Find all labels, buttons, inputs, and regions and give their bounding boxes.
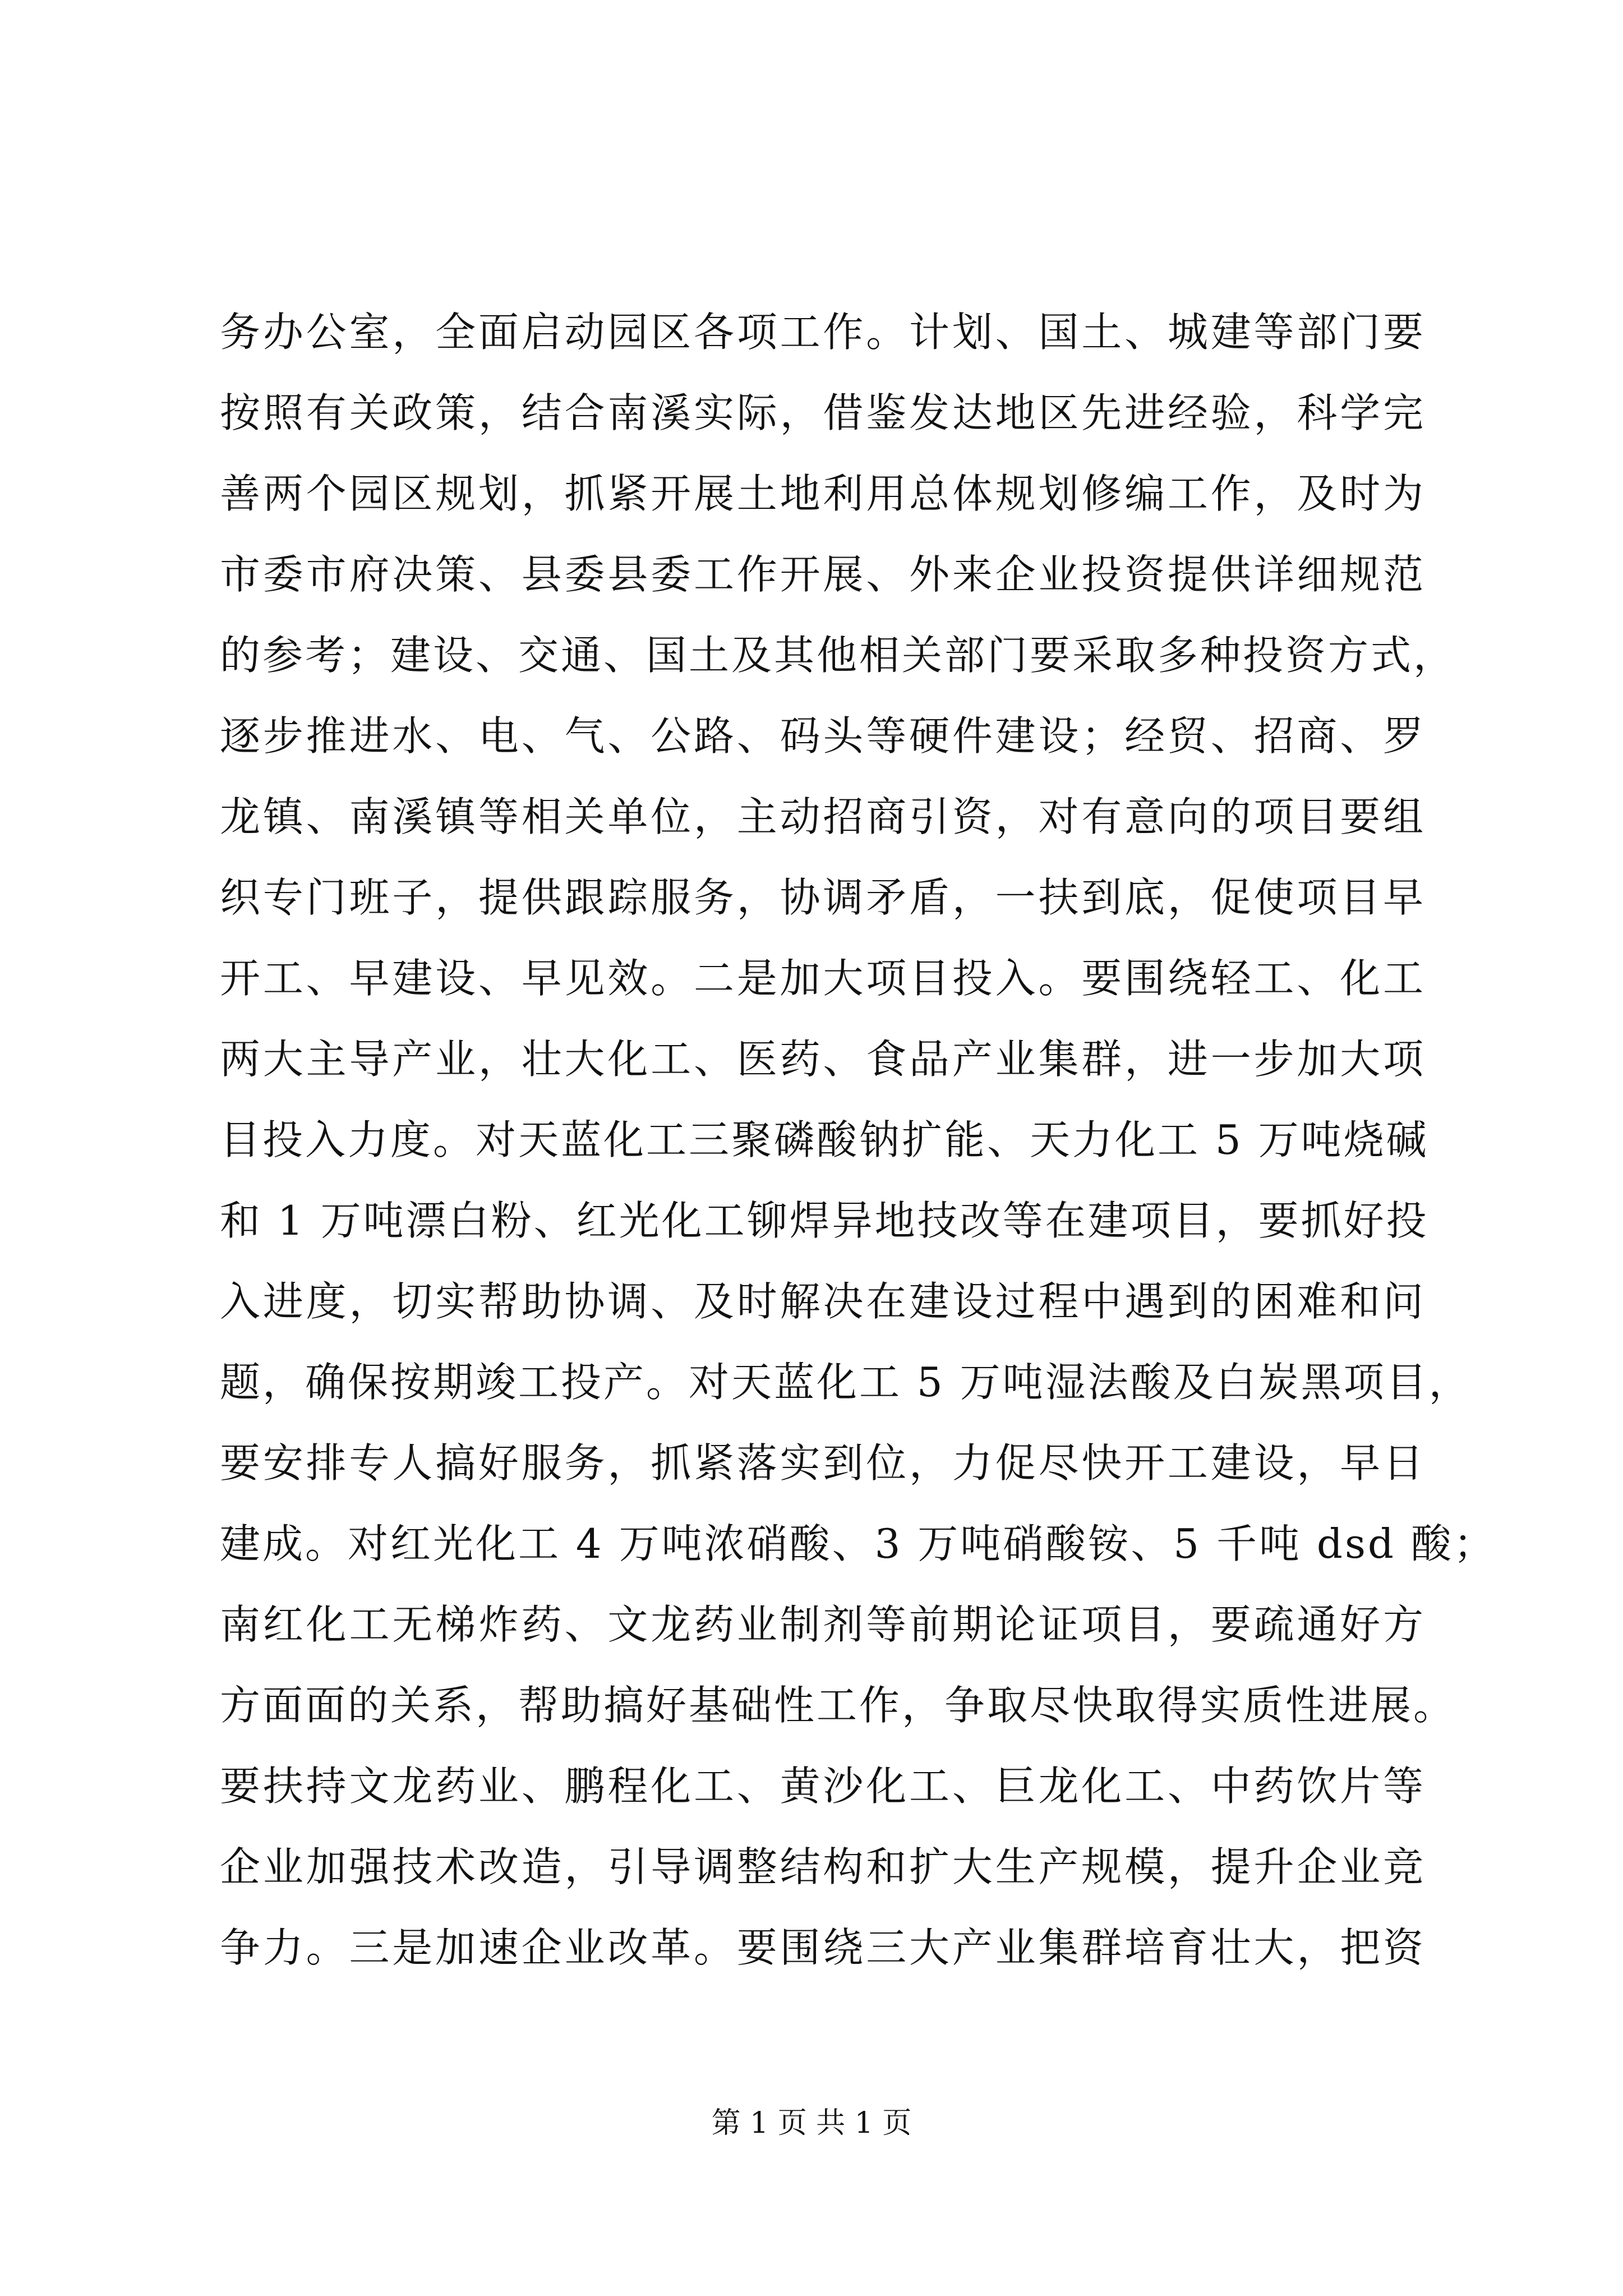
text-line: 逐步推进水、电、气、公路、码头等硬件建设；经贸、招商、罗 <box>220 712 1426 760</box>
text-line: 企业加强技术改造，引导调整结构和扩大生产规模，提升企业竞 <box>220 1843 1426 1890</box>
text-line: 按照有关政策，结合南溪实际，借鉴发达地区先进经验，科学完 <box>220 389 1426 436</box>
text-line: 两大主导产业，壮大化工、医药、食品产业集群，进一步加大项 <box>220 1036 1426 1083</box>
text-line: 善两个园区规划，抓紧开展土地利用总体规划修编工作，及时为 <box>220 470 1426 517</box>
text-line: 目投入力度。对天蓝化工三聚磷酸钠扩能、天力化工 5 万吨烧碱 <box>220 1116 1429 1163</box>
text-line: 务办公室，全面启动园区各项工作。计划、国土、城建等部门要 <box>220 309 1426 356</box>
text-line: 建成。对红光化工 4 万吨浓硝酸、3 万吨硝酸铵、5 千吨 dsd 酸； <box>220 1520 1496 1567</box>
text-line: 织专门班子，提供跟踪服务，协调矛盾，一扶到底，促使项目早 <box>220 874 1426 921</box>
text-line: 市委市府决策、县委县委工作开展、外来企业投资提供详细规范 <box>220 551 1426 598</box>
text-line: 方面面的关系，帮助搞好基础性工作，争取尽快取得实质性进展。 <box>220 1682 1456 1729</box>
page-footer: 第 1 页 共 1 页 <box>711 2106 912 2140</box>
text-line: 入进度，切实帮助协调、及时解决在建设过程中遇到的困难和问 <box>220 1278 1426 1325</box>
text-line: 南红化工无梯炸药、文龙药业制剂等前期论证项目，要疏通好方 <box>220 1601 1426 1648</box>
text-line: 要安排专人搞好服务，抓紧落实到位，力促尽快开工建设，早日 <box>220 1439 1426 1487</box>
text-line: 争力。三是加速企业改革。要围绕三大产业集群培育壮大，把资 <box>220 1924 1426 1971</box>
text-line: 要扶持文龙药业、鹏程化工、黄沙化工、巨龙化工、中药饮片等 <box>220 1763 1426 1810</box>
text-line: 的参考；建设、交通、国土及其他相关部门要采取多种投资方式， <box>220 632 1456 679</box>
text-line: 题，确保按期竣工投产。对天蓝化工 5 万吨湿法酸及白炭黑项目， <box>220 1359 1472 1406</box>
text-line: 龙镇、南溪镇等相关单位，主动招商引资，对有意向的项目要组 <box>220 793 1426 840</box>
body-text <box>220 292 1496 1988</box>
text-line: 开工、早建设、早见效。二是加大项目投入。要围绕轻工、化工 <box>220 955 1426 1002</box>
text-line: 和 1 万吨漂白粉、红光化工铆焊异地技改等在建项目，要抓好投 <box>220 1197 1429 1244</box>
